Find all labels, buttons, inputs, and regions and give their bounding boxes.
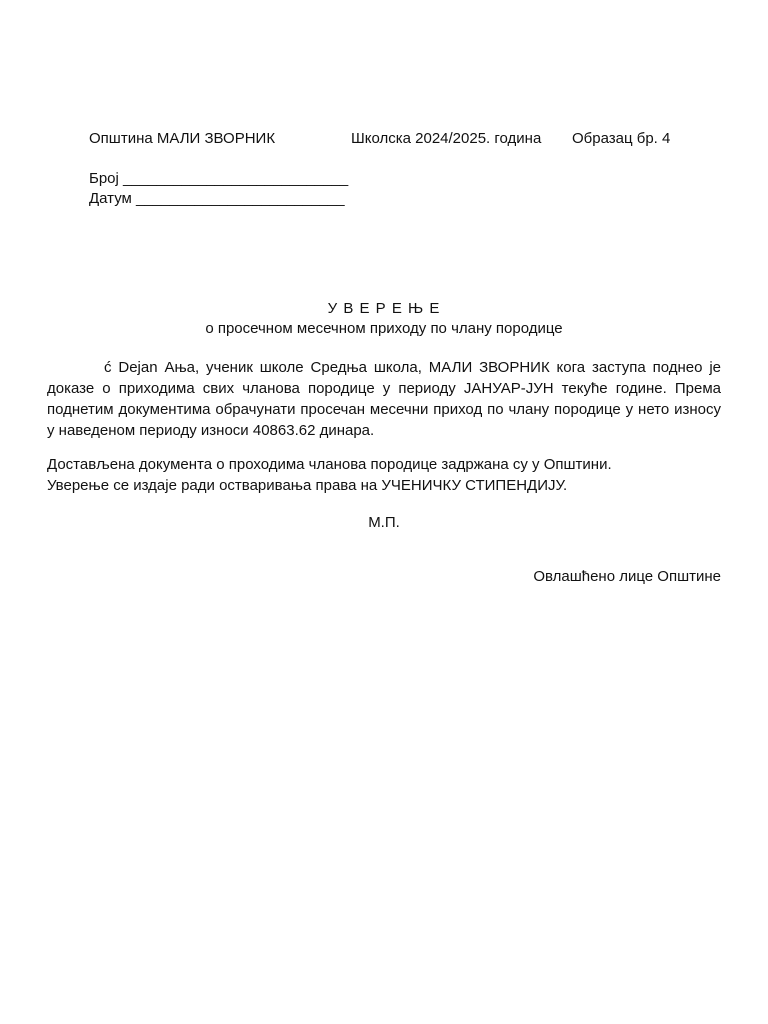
stamp-placeholder: М.П. <box>368 514 400 531</box>
signature-label: Овлашћено лице Општине <box>533 568 721 585</box>
document-subtitle: о просечном месечном приходу по члану породице <box>205 320 563 337</box>
purpose-statement: Уверење се издаје ради остваривања права на УЧЕНИЧКУ СТИПЕНДИЈУ. <box>47 477 568 494</box>
form-number-label: Образац бр. 4 <box>572 130 671 147</box>
registry-date-line: Датум _________________________ <box>89 190 345 207</box>
municipality-label: Општина МАЛИ ЗВОРНИК <box>89 130 276 147</box>
school-year-label: Школска 2024/2025. година <box>351 130 542 147</box>
registry-number-line: Број ___________________________ <box>89 170 349 187</box>
document-title: У В Е Р Е Њ Е <box>327 300 441 317</box>
documents-kept-statement: Достављена документа о проходима чланова породице задржана су у Општини. <box>47 456 612 473</box>
certificate-body-paragraph: ć Dejan Ања, ученик школе Средња школа, МАЛИ ЗВОРНИК кога заступа поднео је доказе о приходима свих чланова породице у периоду ЈАНУАР-ЈУН текуће године. Према поднетим документима обрачунати просечан месечни приход по члану породице у нето износу у наведеном периоду износи 40863.62 динара. <box>47 359 721 439</box>
